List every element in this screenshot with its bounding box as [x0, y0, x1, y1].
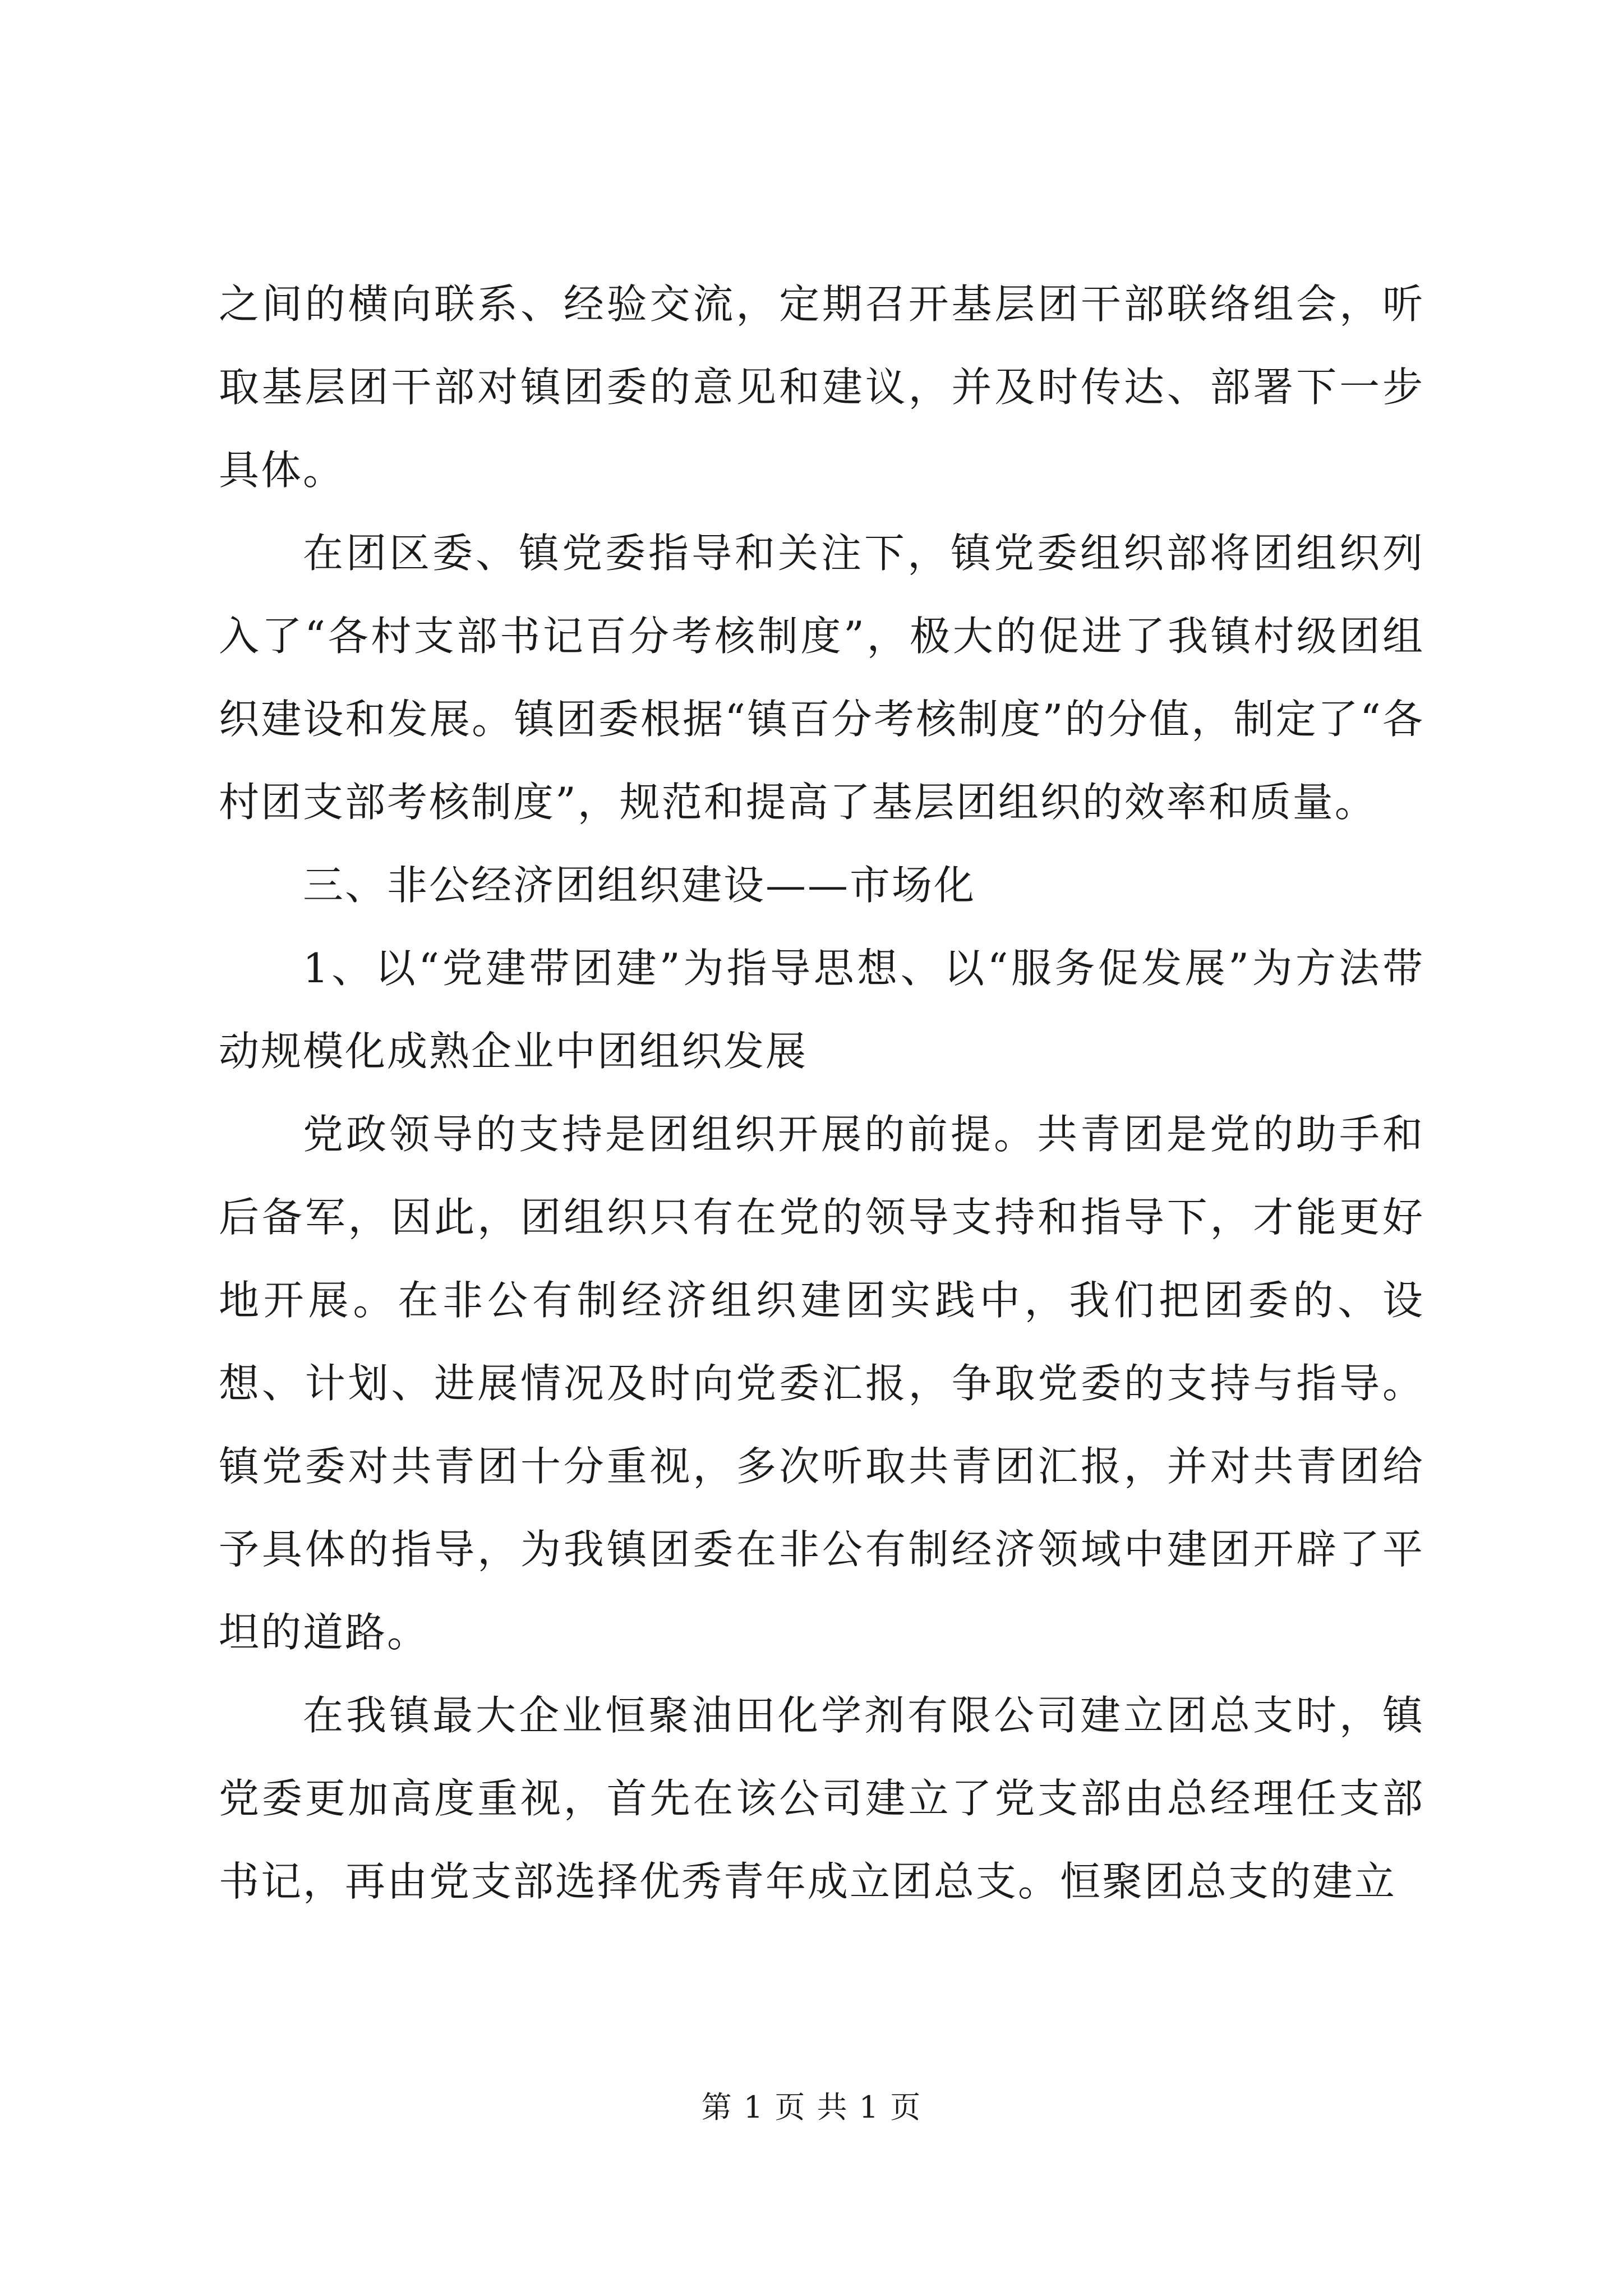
- page-footer: 第 1 页 共 1 页: [701, 2090, 922, 2125]
- paragraph-hengju-company: 在我镇最大企业恒聚油田化学剂有限公司建立团总支时，镇党委更加高度重视，首先在该公司建立了党支部由总经理任支部书记，再由党支部选择优秀青年成立团总支。恒聚团总支的建立: [219, 1692, 1424, 1905]
- paragraph-assessment-system: 在团区委、镇党委指导和关注下，镇党委组织部将团组织列入了“各村支部书记百分考核制度”，极大的促进了我镇村级团组织建设和发展。镇团委根据“镇百分考核制度”的分值，制定了“各村团支部考核制度”，规范和提高了基层团组织的效率和质量。: [219, 530, 1424, 826]
- section-heading-3: 三、非公经济团组织建设——市场化: [303, 862, 976, 909]
- paragraph-party-support: 党政领导的支持是团组织开展的前提。共青团是党的助手和后备军，因此，团组织只有在党的领导支持和指导下，才能更好地开展。在非公有制经济组织建团实践中，我们把团委的、设想、计划、进展情况及时向党委汇报，争取党委的支持与指导。镇党委对共青团十分重视，多次听取共青团汇报，并对共青团给予具体的指导，为我镇团委在非公有制经济领域中建团开辟了平坦的道路。: [219, 1111, 1424, 1656]
- subsection-heading-1: 1、以“党建带团建”为指导思想、以“服务促发展”为方法带动规模化成熟企业中团组织发展: [219, 945, 1424, 1075]
- document-body: [219, 263, 1424, 1923]
- paragraph-continuation: 之间的横向联系、经验交流，定期召开基层团干部联络组会，听取基层团干部对镇团委的意见和建议，并及时传达、部署下一步具体。: [219, 280, 1424, 494]
